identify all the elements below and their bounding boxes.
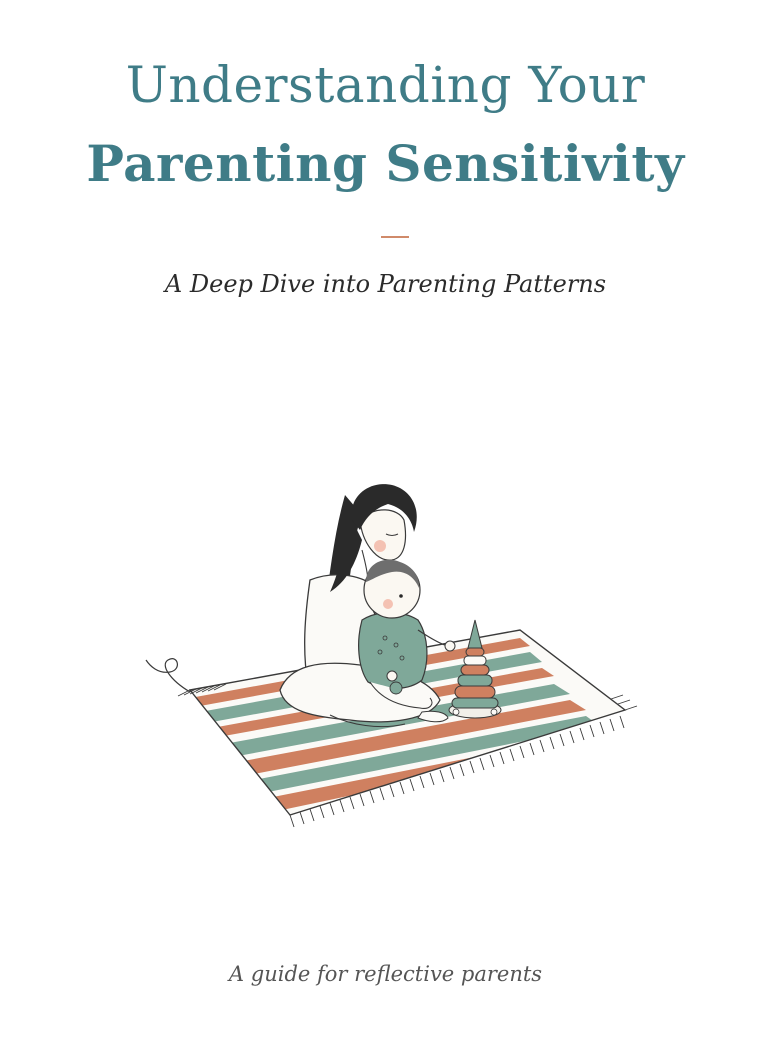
accent-divider: [381, 236, 409, 238]
mother-and-baby-on-rug-illustration: [130, 320, 650, 900]
subtitle: A Deep Dive into Parenting Patterns: [164, 270, 607, 298]
footer-tagline: A guide for reflective parents: [228, 962, 543, 986]
title-line-2: Parenting Sensitivity: [86, 134, 685, 193]
mother-illustration: [280, 484, 448, 727]
title-line-1: Understanding Your: [125, 56, 646, 114]
